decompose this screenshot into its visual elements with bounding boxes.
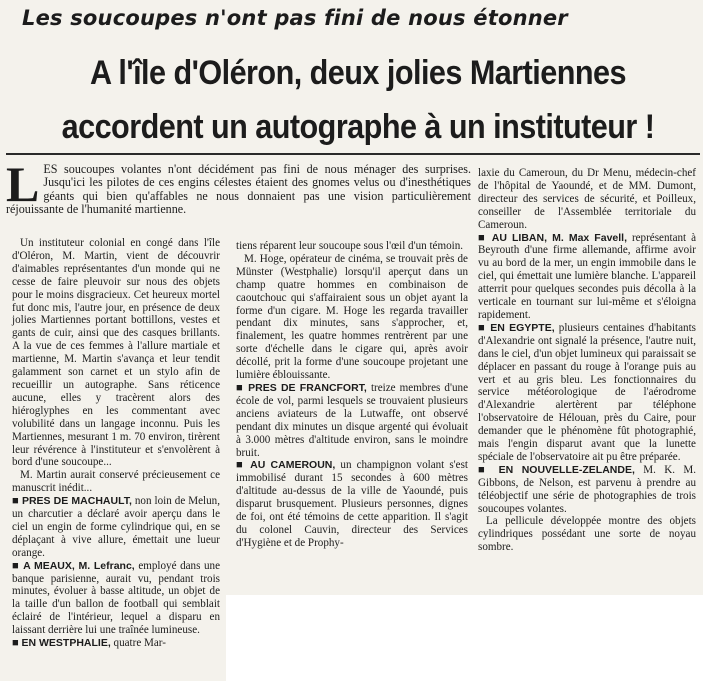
dateline: AU LIBAN, M. Max Favell, <box>491 231 627 244</box>
blank-area <box>226 595 703 681</box>
paragraph-text: représentant à Beyrouth d'une firme allemande, affirme avoir vu au bord de la mer, un engin immobile dans le ciel, qui émettait une lumière blanche. L'appareil atterrit pour quelques secondes puis décolla à la verticale en tournant sur lui-même et s'éloigna rapidement. <box>478 231 696 321</box>
paragraph: laxie du Cameroun, du Dr Menu, médecin-chef de l'hôpital de Yaoundé, et de MM. Dumont, directeur des services de sécurité, et Poilleux, conseiller de l'Assemblée territoriale du Cameroun. <box>478 167 696 231</box>
paragraph: ■ PRES DE MACHAULT, non loin de Melun, un charcutier a déclaré avoir aperçu dans le ciel un engin de forme cylindrique qui, en se déplaçant à vive allure, émettait une lueur orange. <box>12 495 220 559</box>
paragraph: ■ EN NOUVELLE-ZELANDE, M. K. M. Gibbons, de Nelson, est parvenu à prendre au téléobjectif une série de photographies de trois soucoupes volantes. <box>478 463 697 515</box>
paragraph: ■ AU CAMEROUN, un champignon volant s'est immobilisé durant 15 secondes à 600 mètres d'altitude au-dessus de la ville de Yaoundé, puis disparut brusquement. Plusieurs personnes, dignes de foi, ont été témoins de cette apparition. Il s'agit du colonel Cauvin, directeur des Services d'Hygiène et de Prophy- <box>236 459 468 549</box>
paragraph: M. Hoge, opérateur de cinéma, se trouvait près de Münster (Westphalie) lorsqu'il aperçut dans un champ quatre hommes en combinaison de caoutchouc qui s'affairaient sous un objet ayant la forme d'un cigare. M. Hoge les regarda travailler pendant dix minutes, sans s'approcher, et, finalement, les quatre hommes rentrèrent par une sorte d'échelle dans le cigare qui, après avoir décollé, prit la forme d'une soucoupe projetant une lumière éblouissante. <box>236 252 468 382</box>
paragraph-text: un champignon volant s'est immobilisé durant 15 secondes à 600 mètres d'altitude au-dessus de la ville de Yaoundé, puis disparut brusquement. Plusieurs personnes, dignes de foi, ont été témoins de cette apparition. Il s'agit du colonel Cauvin, directeur des Services d'Hygiène et de Prophy- <box>236 459 468 549</box>
dateline: EN NOUVELLE-ZELANDE, <box>498 463 635 476</box>
paragraph-text: M. K. M. Gibbons, de Nelson, est parvenu à prendre au téléobjectif une série de photographies de trois soucoupes volantes. <box>478 463 697 515</box>
paragraph: ■ EN EGYPTE, plusieurs centaines d'habitants d'Alexandrie ont signalé la présence, l'autre nuit, dans le ciel, d'un objet lumineux qui paraissait se déplacer en passant du rouge à l'orange puis au vert et au gris bleu. Les fonctionnaires du service météorologique de l'aérodrome d'Alexandrie alertèrent par téléphone l'observatoire de Hélouan, près du Caire, pour demander que le phénomène fût photographié, mais l'engin disparut avant que la lunette spéciale de l'observatoire ait pu être préparée. <box>478 321 696 463</box>
paragraph: La pellicule développée montre des objets cylindriques possédant une sorte de noyau sombre. <box>478 515 696 554</box>
paragraph-text: treize membres d'une école de vol, parmi lesquels se trouvaient plusieurs anciens aviateurs de la Lutwaffe, ont observé pendant dix minutes un disque argenté qui évoluait à 3.000 mètres d'altitude environ, sans le moindre bruit. <box>236 381 468 459</box>
paragraph: Un instituteur colonial en congé dans l'île d'Oléron, M. Martin, vient de découvrir d'aimables représentantes d'un monde qui ne cesse de faire pleuvoir sur nous des objets pour le moins disgracieux. Cet heureux mortel fut donc mis, l'autre jour, en présence de deux jolies Martiennes portant bottillons, vestes et gants de cuir, ainsi que des casques brillants. A la vue de ces femmes à l'allure martiale et martienne, M. Martin s'avança et leur tendit galamment son carnet et un stylo afin de recueillir un autographe. Sans réticence aucune, elles y tracèrent alors des hiéroglyphes en les commentant avec volubilité dans un langage inconnu. Puis les Martiennes, mesurant 1 m. 70 environ, tirèrent leur révérence à l'instituteur et s'envolèrent à bord d'une soucoupe... <box>12 237 220 469</box>
headline-rule <box>6 153 700 155</box>
paragraph: M. Martin aurait conservé précieusement ce manuscrit inédit... <box>12 469 220 495</box>
dateline: PRES DE MACHAULT, <box>21 495 132 508</box>
paragraph: ■ A MEAUX, M. Lefranc, employé dans une banque parisienne, aurait vu, pendant trois minutes, évoluer à basse altitude, un objet de la taille d'un ballon de football qui semblait éclairé de l'intérieur, lequel a disparu en laissant derrière lui une traînée lumineuse. <box>12 559 220 637</box>
paragraph-text: quatre Mar- <box>113 637 166 650</box>
paragraph: ■ EN WESTPHALIE, quatre Mar- <box>12 637 166 650</box>
lead-text: ES soucoupes volantes n'ont décidément pas fini de nous ménager des surprises. Jusqu'ici les pilotes de ces engins célestes étaient des gnomes velus ou d'inesthétiques géants qui bien qu'affables ne nous donnaient pas une vision particulièrement réjouissante de l'humanité martienne. <box>6 162 471 217</box>
headline-line-2: accordent un autographe à un instituteur ! <box>61 108 655 146</box>
kicker: Les soucoupes n'ont pas fini de nous étonner <box>22 6 568 30</box>
dateline: EN WESTPHALIE, <box>21 637 111 650</box>
paragraph-text: plusieurs centaines d'habitants d'Alexandrie ont signalé la présence, l'autre nuit, dans le ciel, d'un objet lumineux qui paraissait se déplacer en passant du rouge à l'orange puis au vert et au gris bleu. Les fonctionnaires du service météorologique de l'aérodrome d'Alexandrie alertèrent par téléphone l'observatoire de Hélouan, près du Caire, pour demander que le phénomène fût photographié, mais l'engin disparut avant que la lunette spéciale de l'observatoire ait pu être préparée. <box>478 321 696 463</box>
dateline: PRES DE FRANCFORT, <box>248 381 367 394</box>
drop-cap: L <box>6 156 40 212</box>
paragraph: tiens réparent leur soucoupe sous l'œil d'un témoin. <box>236 240 464 252</box>
dateline: A MEAUX, M. Lefranc, <box>23 559 135 572</box>
column-2 <box>236 240 468 550</box>
dateline: AU CAMEROUN, <box>250 459 336 472</box>
column-3 <box>478 167 696 554</box>
headline-line-1: A l'île d'Oléron, deux jolies Martiennes <box>90 54 626 92</box>
paragraph-text: employé dans une banque parisienne, aurait vu, pendant trois minutes, évoluer à basse altitude, un objet de la taille d'un ballon de football qui semblait éclairé de l'intérieur, lequel a disparu en laissant derrière lui une traînée lumineuse. <box>12 559 220 637</box>
headline <box>61 46 655 154</box>
dateline: EN EGYPTE, <box>490 321 555 334</box>
paragraph-text: non loin de Melun, un charcutier a déclaré avoir aperçu dans le ciel un engin de forme cylindrique qui, en se déplaçant à vive allure, émettait une lueur orange. <box>12 495 220 559</box>
lead-paragraph <box>6 156 471 217</box>
column-1 <box>12 237 220 650</box>
paragraph: ■ PRES DE FRANCFORT, treize membres d'une école de vol, parmi lesquels se trouvaient plusieurs anciens aviateurs de la Lutwaffe, ont observé pendant dix minutes un disque argenté qui évoluait à 3.000 mètres d'altitude environ, sans le moindre bruit. <box>236 381 468 459</box>
paragraph: ■ AU LIBAN, M. Max Favell, représentant à Beyrouth d'une firme allemande, affirme avoir vu au bord de la mer, un engin immobile dans le ciel, qui émettait une lumière blanche. L'appareil atterrit pour quelques secondes puis décolla à la verticale en tournant sur lui-même et s'éloigna rapidement. <box>478 231 696 321</box>
